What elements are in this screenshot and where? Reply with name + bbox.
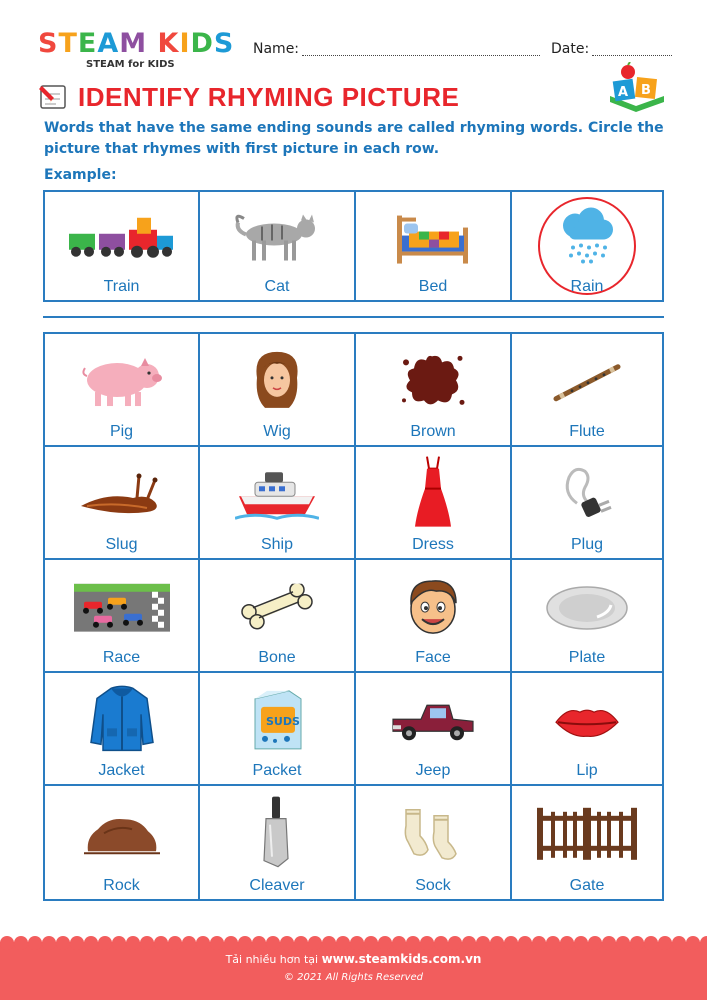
ship-icon xyxy=(235,468,319,524)
lip-icon xyxy=(554,704,620,744)
picture-label: Lip xyxy=(576,762,598,779)
jacket-icon xyxy=(89,684,155,756)
sock-icon xyxy=(402,805,464,865)
footer-copyright: © 2021 All Rights Reserved xyxy=(283,972,424,983)
picture-label: Sock xyxy=(415,877,451,894)
gate-icon xyxy=(533,805,641,865)
picture-cell-dress[interactable] xyxy=(356,447,512,560)
logo-letter xyxy=(147,28,157,59)
logo-letter: I xyxy=(179,28,191,59)
picture-label: Pig xyxy=(109,423,134,440)
logo-letter: E xyxy=(77,28,98,59)
picture-label: Packet xyxy=(252,762,302,779)
picture-cell-bed[interactable] xyxy=(356,192,512,300)
picture-label: Wig xyxy=(263,423,291,440)
name-field[interactable] xyxy=(302,41,540,56)
picture-label: Cat xyxy=(264,278,290,295)
picture-label: Slug xyxy=(105,536,138,553)
logo-letter: S xyxy=(38,28,59,59)
date-field[interactable] xyxy=(592,41,672,56)
cleaver-icon xyxy=(260,794,294,872)
section-divider xyxy=(43,316,664,318)
picture-cell-flute[interactable] xyxy=(512,334,662,447)
picture-label: Plate xyxy=(568,649,606,666)
logo-letter: S xyxy=(213,28,235,59)
logo-letter: D xyxy=(190,28,214,59)
picture-label: Face xyxy=(415,649,451,666)
rain-cloud-icon xyxy=(557,208,617,270)
plate-icon xyxy=(545,585,629,635)
abc-book-icon xyxy=(606,62,668,114)
pig-icon xyxy=(79,354,165,412)
flute-icon xyxy=(552,362,622,406)
plug-icon xyxy=(559,463,615,527)
footer-more-text: Tải nhiều hơn tại xyxy=(225,953,319,966)
svg-text:B: B xyxy=(641,83,651,98)
picture-cell-race[interactable] xyxy=(45,560,200,673)
instruction-text: Words that have the same ending sounds are called rhyming words. Circle the picture that rhymes with first picture in each row. xyxy=(44,120,664,157)
picture-label: Train xyxy=(103,278,140,295)
train-icon xyxy=(67,214,177,266)
picture-cell-jacket[interactable] xyxy=(45,673,200,786)
picture-label: Race xyxy=(102,649,141,666)
picture-label: Gate xyxy=(569,877,605,894)
dress-icon xyxy=(413,454,453,532)
picture-label: Rock xyxy=(103,877,140,894)
rock-icon xyxy=(84,813,160,861)
picture-label: Bed xyxy=(418,278,448,295)
picture-label: Rain xyxy=(570,278,604,295)
bone-icon xyxy=(239,583,315,635)
footer-link-line[interactable] xyxy=(0,952,707,966)
jeep-icon xyxy=(391,699,475,747)
wig-icon xyxy=(249,347,305,415)
logo-letter: A xyxy=(97,28,120,59)
picture-label: Flute xyxy=(569,423,605,440)
footer-site-link[interactable]: www.steamkids.com.vn xyxy=(321,952,482,966)
picture-label: Cleaver xyxy=(249,877,305,894)
picture-label: Dress xyxy=(412,536,454,553)
footer xyxy=(0,942,707,1000)
picture-cell-jeep[interactable] xyxy=(356,673,512,786)
packet-icon xyxy=(249,686,305,754)
picture-cell-cat[interactable] xyxy=(200,192,356,300)
pencil-note-icon xyxy=(38,82,70,112)
picture-cell-rain[interactable] xyxy=(512,192,662,300)
picture-cell-plug[interactable] xyxy=(512,447,662,560)
brown-splat-icon xyxy=(400,350,466,414)
footer-scallop xyxy=(0,936,707,950)
example-table xyxy=(43,190,664,302)
picture-label: Bone xyxy=(258,649,296,666)
name-label: Name: xyxy=(253,41,300,57)
worksheet-title: IDENTIFY RHYMING PICTURE xyxy=(78,82,460,112)
picture-cell-face[interactable] xyxy=(356,560,512,673)
picture-cell-sock[interactable] xyxy=(356,786,512,899)
picture-label: Jeep xyxy=(415,762,451,779)
picture-label: Plug xyxy=(570,536,604,553)
picture-cell-rock[interactable] xyxy=(45,786,200,899)
picture-cell-cleaver[interactable] xyxy=(200,786,356,899)
picture-label: Ship xyxy=(260,536,294,553)
picture-label: Jacket xyxy=(98,762,145,779)
picture-cell-train[interactable] xyxy=(45,192,200,300)
logo-subtitle: STEAM for KIDS xyxy=(86,59,175,70)
bed-icon xyxy=(395,208,471,270)
picture-cell-ship[interactable] xyxy=(200,447,356,560)
cat-icon xyxy=(232,213,322,267)
picture-cell-wig[interactable] xyxy=(200,334,356,447)
slug-icon xyxy=(77,472,167,522)
picture-cell-plate[interactable] xyxy=(512,560,662,673)
logo-wordmark xyxy=(38,30,238,58)
race-icon xyxy=(74,583,170,635)
svg-text:SUDS: SUDS xyxy=(266,714,300,728)
logo-letter: M xyxy=(119,28,148,59)
picture-cell-pig[interactable] xyxy=(45,334,200,447)
rhyming-table xyxy=(43,332,664,901)
logo-letter: T xyxy=(58,28,78,59)
face-icon xyxy=(402,575,464,641)
picture-cell-gate[interactable] xyxy=(512,786,662,899)
picture-label: Brown xyxy=(410,423,456,440)
picture-cell-slug[interactable] xyxy=(45,447,200,560)
steam-kids-logo xyxy=(38,30,238,70)
picture-cell-bone[interactable] xyxy=(200,560,356,673)
picture-cell-lip[interactable] xyxy=(512,673,662,786)
picture-cell-packet[interactable] xyxy=(200,673,356,786)
svg-text:A: A xyxy=(618,85,629,100)
example-label: Example: xyxy=(44,167,117,183)
picture-cell-brown[interactable] xyxy=(356,334,512,447)
date-label: Date: xyxy=(551,41,590,57)
logo-letter: K xyxy=(157,28,180,59)
